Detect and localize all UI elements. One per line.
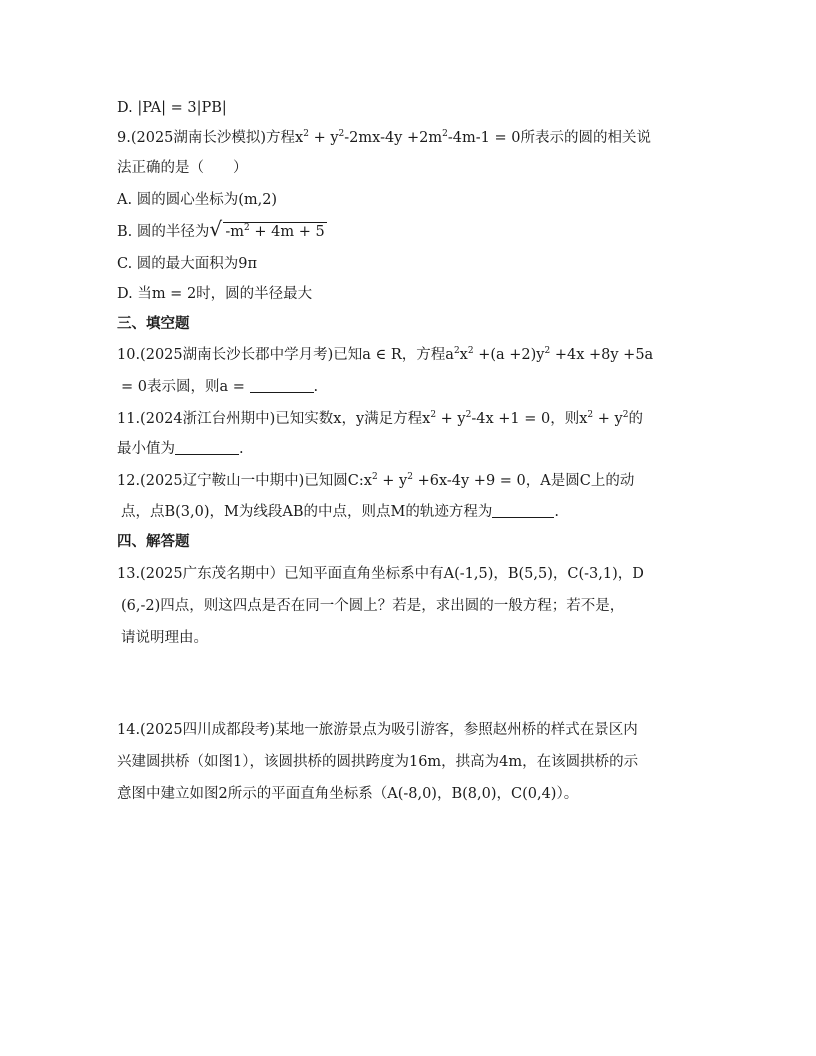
- q8-option-d: [117, 98, 227, 118]
- q14-line2: [117, 752, 638, 772]
- q10-text: +4x +8y +5a: [550, 347, 654, 363]
- q13-line1: [117, 564, 644, 584]
- q9-text: 法正确的是（ ）: [117, 160, 248, 176]
- q11-line2: [117, 439, 244, 459]
- q13-text: 请说明理由。: [121, 630, 208, 646]
- q14-text: 意图中建立如图2所示的平面直角坐标系（A(-8,0)，B(8,0)，C(0,4)）。: [117, 786, 579, 802]
- q10-text: +(a +2)y: [473, 347, 545, 363]
- q12-line2: [121, 502, 559, 522]
- radicand: [223, 222, 326, 240]
- q11-text: -4x +1 = 0，则x: [471, 411, 588, 427]
- q10-text: 10.(2025湖南长沙长郡中学月考)已知a ∈ R，方程a: [117, 347, 454, 363]
- section-title: 三、填空题: [117, 316, 190, 332]
- q14-text: 兴建圆拱桥（如图1），该圆拱桥的圆拱跨度为16m，拱高为4m，在该圆拱桥的示: [117, 754, 639, 770]
- q10-exponent: 2: [467, 346, 474, 356]
- q12-text: + y: [377, 473, 408, 489]
- radical-sign-icon: √: [209, 217, 223, 241]
- q9-text: 9.(2025湖南长沙模拟)方程x: [117, 130, 304, 146]
- q10-text: x: [459, 347, 468, 363]
- q9-stem-line2: [117, 158, 248, 178]
- q9-stem-line1: [117, 128, 651, 148]
- q11-line1: [117, 409, 643, 429]
- q12-text: .: [554, 504, 559, 520]
- q13-line3: [121, 628, 208, 648]
- q10-exponent: 2: [544, 346, 551, 356]
- q11-text: 最小值为: [117, 441, 175, 457]
- q14-line1: [117, 720, 638, 740]
- q9-exponent: 2: [338, 129, 345, 139]
- q10-line2: [121, 377, 318, 397]
- q11-exponent: 2: [465, 410, 472, 420]
- q11-text: 的: [628, 411, 643, 427]
- q11-text: + y: [436, 411, 466, 427]
- answer-blank[interactable]: [250, 378, 314, 393]
- q9-exponent: 2: [303, 129, 309, 139]
- q12-text: +6x-4y +9 = 0，A是圆C上的动: [412, 473, 635, 489]
- answer-blank[interactable]: [175, 440, 239, 455]
- q9-text: -2mx-4y +2m: [344, 130, 443, 146]
- section-title: 四、解答题: [117, 534, 190, 550]
- q9-option-b: [117, 217, 327, 242]
- sqrt-expression: [209, 217, 326, 242]
- q11-text: .: [239, 441, 244, 457]
- radicand-part: + 4m + 5: [249, 224, 325, 240]
- q11-exponent: 2: [622, 410, 629, 420]
- q13-line2: [121, 596, 624, 616]
- q8-option-d-text: D. |PA| = 3|PB|: [117, 100, 227, 116]
- radicand-part: -m: [225, 224, 245, 240]
- q11-text: 11.(2024浙江台州期中)已知实数x，y满足方程x: [117, 411, 431, 427]
- q11-exponent: 2: [587, 410, 594, 420]
- q14-text: 14.(2025四川成都段考)某地一旅游景点为吸引游客，参照赵州桥的样式在景区内: [117, 722, 638, 738]
- q10-exponent: 2: [453, 346, 460, 356]
- q12-exponent: 2: [371, 472, 378, 482]
- section-heading-fill-in: [117, 314, 190, 334]
- q11-exponent: 2: [430, 410, 437, 420]
- q11-text: + y: [593, 411, 623, 427]
- q9-option-c: [117, 254, 257, 274]
- q9-text: + y: [308, 130, 339, 146]
- q10-line1: [117, 345, 653, 365]
- radicand-exponent: 2: [244, 223, 250, 233]
- q9-option-d-text: D. 当m = 2时，圆的半径最大: [117, 286, 313, 302]
- q12-exponent: 2: [407, 472, 413, 482]
- q13-text: (6,-2)四点，则这四点是否在同一个圆上？若是，求出圆的一般方程；若不是，: [121, 598, 625, 614]
- q10-text: .: [313, 379, 319, 395]
- q9-option-d: [117, 284, 312, 304]
- q9-option-b-text: B. 圆的半径为: [117, 224, 210, 240]
- q14-line3: [117, 784, 578, 804]
- q9-exponent: 2: [442, 129, 448, 139]
- q9-text: -4m-1 = 0所表示的圆的相关说: [447, 130, 651, 146]
- q12-line1: [117, 471, 634, 491]
- q10-text: = 0表示圆，则a =: [121, 379, 250, 395]
- answer-blank[interactable]: [492, 503, 554, 518]
- q13-text: 13.(2025广东茂名期中）已知平面直角坐标系中有A(-1,5)，B(5,5)，C(-3,1)，D: [117, 566, 644, 582]
- q12-text: 点，点B(3,0)，M为线段AB的中点，则点M的轨迹方程为: [121, 504, 493, 520]
- q9-option-a-text: A. 圆的圆心坐标为(m,2): [117, 192, 278, 208]
- q12-text: 12.(2025辽宁鞍山一中期中)已知圆C:x: [117, 473, 372, 489]
- section-heading-answer-questions: [117, 532, 190, 552]
- q9-option-a: [117, 190, 277, 210]
- q9-option-c-text: C. 圆的最大面积为9π: [117, 256, 258, 272]
